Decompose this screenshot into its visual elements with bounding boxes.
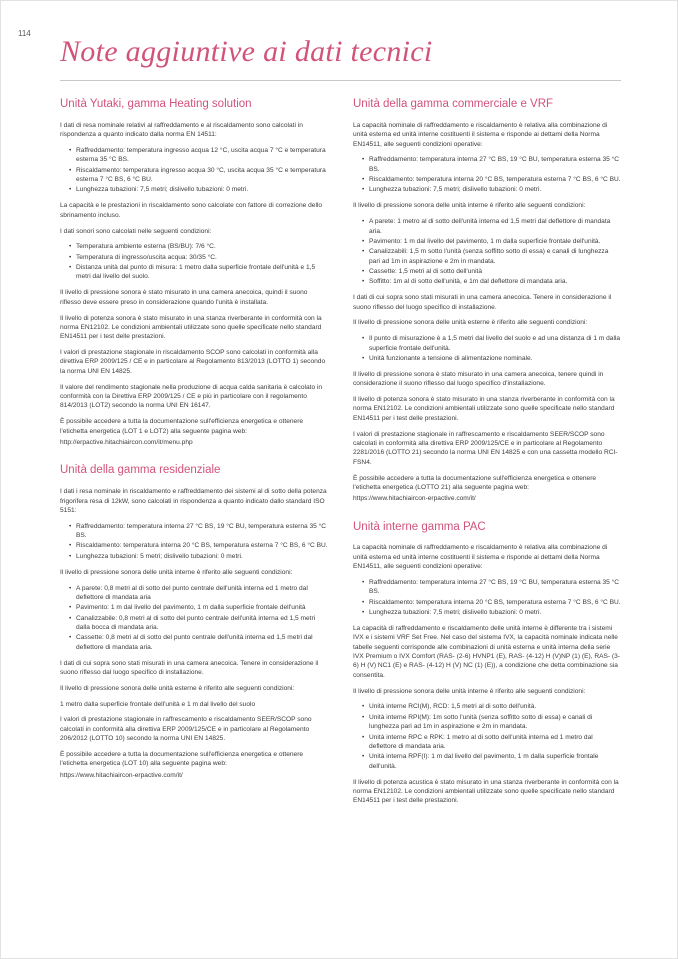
paragraph: È possibile accedere a tutta la documentazione sull'efficienza energetica e ottenere l'etichetta energetica (LOTTO 21) alla seguente pagina web:: [353, 474, 597, 491]
bullet-item: • Unità funzionante a tensione di alimentazione nominale.: [362, 354, 621, 363]
bullet-list: [60, 242, 328, 281]
section: [353, 98, 621, 504]
paragraph: La capacità nominale di raffreddamento e riscaldamento è relativa alla combinazione di unità esterna ed unità interne costituenti il sistema e risponde ai dettami della Norma EN14511, alle seguenti condizioni operative:: [353, 544, 608, 571]
bullet-item: • Temperatura di ingresso/uscita acqua: 30/35 °C.: [69, 253, 328, 262]
paragraph: 1 metro dalla superficie frontale dell'unità e 1 m dal livello del suolo: [60, 700, 256, 708]
bullet-item: • Unità interna RPF(I): 1 m dal livello del pavimento, 1 m dalla superficie frontale dell'unità.: [362, 752, 621, 771]
title-divider: [60, 80, 621, 81]
bullet-item: • Riscaldamento: temperatura interna 20 °C BS, temperatura esterna 7 °C BS, 6 °C BU.: [362, 175, 621, 184]
section: [353, 521, 621, 806]
bullet-item: • Lunghezza tubazioni: 5 metri; dislivello tubazioni: 0 metri.: [69, 552, 328, 561]
bullet-item: • Raffreddamento: temperatura interna 27 °C BS, 19 °C BU, temperatura esterna 35 °C BS.: [362, 155, 621, 174]
bullet-item: • Soffitto: 1m al di sotto dell'unità, e 1m dal deflettore di mandata aria.: [362, 277, 621, 286]
bullet-item: • Riscaldamento: temperatura interna 20 °C BS, temperatura esterna 7 °C BS, 6 °C BU.: [362, 598, 621, 607]
paragraph: La capacità e le prestazioni in riscaldamento sono calcolate con fattore di correzione dello sbrinamento incluso.: [60, 202, 323, 219]
bullet-item: • A parete: 0,8 metri al di sotto del punto centrale dell'unità interna ed 1 metro dal deflettore di mandata aria: [69, 584, 328, 603]
content-columns: [60, 98, 621, 823]
bullet-item: • Raffreddamento: temperatura ingresso acqua 12 °C, uscita acqua 7 °C e temperatura esterna 35 °C BS.: [69, 146, 328, 165]
paragraph: Il livello di potenza acustica è stato misurato in una stanza riverberante in conformità con la norma EN12102. Le condizioni ambientali utilizzate sono quelle specificate nello standard EN14511 per i test delle prestazioni.: [353, 778, 619, 805]
paragraph: Il valore del rendimento stagionale nella produzione di acqua calda sanitaria è calcolato in conformità con la Direttiva ERP 2009/125 / CE e più in particolare con il regolamento 814/2013 (LOT2) secondo la norma UNI EN 16147.: [60, 383, 323, 410]
web-link[interactable]: http://erpactive.hitachiaircon.com/it/menu.php: [60, 439, 193, 446]
bullet-item: • Cassette: 0,8 metri al di sotto del punto centrale dell'unità interna ed 1,5 metri dal deflettore di mandata aria.: [69, 633, 328, 652]
bullet-item: • Canalizzabili: 1,5 m sotto l'unità (senza soffitto sotto di essa) e canali di lunghezza pari ad 1m in aspirazione e 2m in mandata.: [362, 247, 621, 266]
paragraph: È possibile accedere a tutta la documentazione sull'efficienza energetica e ottenere l'etichetta energetica (LOT 1 e LOT2) alla seguente pagina web:: [60, 418, 304, 435]
paragraph: I valori di prestazione stagionale in riscaldamento SCOP sono calcolati in conformità alla direttiva ERP 2009/125 / CE e in particolare al Regolamento 813/2013 (LOTTO 1) secondo la norma UNI EN 14825.: [60, 349, 326, 375]
page-title: Note aggiuntive ai dati tecnici: [60, 35, 433, 68]
paragraph: I dati di cui sopra sono stati misurati in una camera anecoica. Tenere in considerazione il suono riflesso del luogo specifico di installazione.: [353, 294, 612, 311]
bullet-list: [353, 155, 621, 194]
bullet-item: • Unità interne RPI(M): 1m sotto l'unità (senza soffitto sotto di essa) e canali di lunghezza pari ad 1m in aspirazione e 2m in mandata.: [362, 713, 621, 732]
paragraph: La capacità nominale di raffreddamento e riscaldamento è relativa alla combinazione di unità esterna ed unità interne costituenti il sistema e risponde ai dettami della Norma EN14511, alle seguenti condizioni operative:: [353, 121, 608, 148]
bullet-item: • Raffreddamento: temperatura interna 27 °C BS, 19 °C BU, temperatura esterna 35 °C BS.: [69, 522, 328, 541]
bullet-item: • Pavimento: 1 m dal livello del pavimento, 1 m dalla superficie frontale dell'unità: [69, 603, 328, 612]
paragraph: Il livello di pressione sonora delle unità interne è riferito alle seguenti condizioni:: [353, 202, 586, 210]
bullet-item: • Riscaldamento: temperatura ingresso acqua 30 °C, uscita acqua 35 °C e temperatura esterna 7 °C BS, 6 °C BU.: [69, 166, 328, 185]
paragraph: Il livello di pressione sonora è stato misurato in una camera anecoica, quindi il suono riflesso deve essere preso in considerazione quando l'unità è installata.: [60, 289, 308, 306]
bullet-list: [60, 584, 328, 653]
bullet-item: • Il punto di misurazione è a 1,5 metri dal livello del suolo e ad una distanza di 1 m dalla superficie frontale dell'unità.: [362, 334, 621, 353]
bullet-item: • Lunghezza tubazioni: 7,5 metri; dislivello tubazioni: 0 metri.: [69, 185, 328, 194]
web-link[interactable]: https://www.hitachiaircon-erpactive.com/it/: [60, 771, 183, 779]
paragraph: La capacità di raffreddamento e riscaldamento delle unità interne è differente tra i sistemi IVX e i sistemi VRF Set Free. Nel caso del sistema IVX, la capacità nominale indicata nelle tabelle seguenti corrisponde alle combinazioni di unità esterna e unità interna della serie IVX Premium o IVX Comfort (RAS- (2-6) HVNP1 (E), RAS- (4-12) H (V)NP (1) (E), RAS- (3-6) H (V) NC1 (E) e RAS- (4-12) H (V) NC (1) (E)), a condizione che detta combinazione sia consentita.: [353, 624, 620, 679]
paragraph: Il livello di pressione sonora delle unità interne è riferito alle seguenti condizioni:: [353, 687, 586, 695]
section-heading: Unità interne gamma PAC: [353, 520, 486, 533]
paragraph: Il livello di potenza sonora è stato misurato in una stanza riverberante in conformità con la norma EN12102. Le condizioni ambientali utilizzate sono quelle specificate nello standard EN14511 per i test delle prestazioni.: [353, 396, 615, 422]
bullet-list: [353, 217, 621, 287]
bullet-item: • Unità interne RPC e RPK: 1 metro al di sotto dell'unità interna ed 1 metro dal deflettore di mandata aria.: [362, 733, 621, 752]
page-number: 114: [18, 29, 31, 38]
bullet-item: • Pavimento: 1 m dal livello del pavimento, 1 m dalla superficie frontale dell'unità.: [362, 237, 621, 246]
paragraph: I dati di cui sopra sono stati misurati in una camera anecoica. Tenere in considerazione il suono riflesso dal luogo specifico di installazione.: [60, 659, 319, 676]
bullet-list: [60, 522, 328, 561]
bullet-item: • Temperatura ambiente esterna (BS/BU): 7/6 °C.: [69, 242, 328, 251]
bullet-list: [353, 334, 621, 363]
bullet-item: • Canalizzabile: 0,8 metri al di sotto del punto centrale dell'unità interna ed 1,5 metri dalla bocca di mandata aria.: [69, 614, 328, 633]
bullet-item: • Unità interne RCI(M), RCD: 1,5 metri al di sotto dell'unità.: [362, 702, 621, 711]
bullet-item: • Lunghezza tubazioni: 7,5 metri; dislivello tubazioni: 0 metri.: [362, 608, 621, 617]
paragraph: I valori di prestazione stagionale in raffrescamento e riscaldamento SEER/SCOP sono calcolati in conformità alla direttiva ERP 2009/125/CE e in particolare al Regolamento 2281/2016 (LOTTO 21) secondo la norma UNI EN 14825 e con una cassetta modello RCI-FSN4.: [353, 430, 618, 466]
paragraph: I dati i resa nominale in riscaldamento e raffreddamento dei sistemi al di sotto della potenza frigorifera resa di 12kW, sono calcolati in rispondenza a quanto indicato dallo standard ISO 5151:: [60, 488, 327, 514]
bullet-list: [353, 578, 621, 617]
left-column: [60, 98, 328, 823]
section-heading: Unità Yutaki, gamma Heating solution: [60, 98, 252, 110]
paragraph: Il livello di pressione sonora delle unità interne è riferito alle seguenti condizioni:: [60, 568, 293, 576]
bullet-item: • Riscaldamento: temperatura interna 20 °C BS, temperatura esterna 7 °C BS, 6 °C BU.: [69, 541, 328, 550]
paragraph: Il livello di pressione sonora delle unità esterne è riferito alle seguenti condizioni:: [353, 319, 588, 327]
bullet-item: • Cassette: 1,5 metri al di sotto dell'unità: [362, 267, 621, 276]
bullet-item: • Distanza unità dal punto di misura: 1 metro dalla superficie frontale dell'unità e 1,5 metri dal livello del suolo.: [69, 263, 328, 282]
right-column: [353, 98, 621, 823]
section-heading: Unità della gamma commerciale e VRF: [353, 98, 554, 110]
section: [60, 464, 328, 780]
section: [60, 98, 328, 447]
paragraph: È possibile accedere a tutta la documentazione sull'efficienza energetica e ottenere l'etichetta energetica (LOT 10) alla seguente pagina web:: [60, 751, 304, 768]
web-link[interactable]: https://www.hitachiaircon-erpactive.com/it/: [353, 495, 476, 503]
paragraph: Il livello di pressione sonora è stato misurato in una camera anecoica, tenere quindi in considerazione il suono riflesso dal luogo specifico d'installazione.: [353, 370, 604, 388]
bullet-list: [60, 146, 328, 195]
section-heading: Unità della gamma residenziale: [60, 464, 221, 477]
bullet-item: • Raffreddamento: temperatura interna 27 °C BS, 19 °C BU, temperatura esterna 35 °C BS.: [362, 578, 621, 597]
paragraph: I valori di prestazione stagionale in raffrescamento e riscaldamento SEER/SCOP sono calcolati in conformità alla direttiva ERP 2009/125/CE e in particolare al Regolamento 206/2012 (LOTTO 10) secondo la norma UNI EN 14825.: [60, 716, 312, 743]
bullet-list: [353, 702, 621, 771]
paragraph: I dati di resa nominale relativi al raffreddamento e al riscaldamento sono calcolati in rispondenza a quanto indicato dalla norma EN 14511:: [60, 121, 303, 139]
paragraph: Il livello di potenza sonora è stato misurato in una stanza riverberante in conformità con la norma EN12102. Le condizioni ambientali utilizzate sono quelle specificate nello standard EN14511 per i test delle prestazioni.: [60, 314, 322, 341]
bullet-item: • Lunghezza tubazioni: 7,5 metri; dislivello tubazioni: 0 metri.: [362, 185, 621, 194]
bullet-item: • A parete: 1 metro al di sotto dell'unità interna ed 1,5 metri dal deflettore di mandata aria.: [362, 217, 621, 236]
paragraph: Il livello di pressione sonora delle unità esterne è riferito alle seguenti condizioni:: [60, 684, 295, 692]
paragraph: I dati sonori sono calcolati nelle seguenti condizioni:: [60, 227, 212, 235]
